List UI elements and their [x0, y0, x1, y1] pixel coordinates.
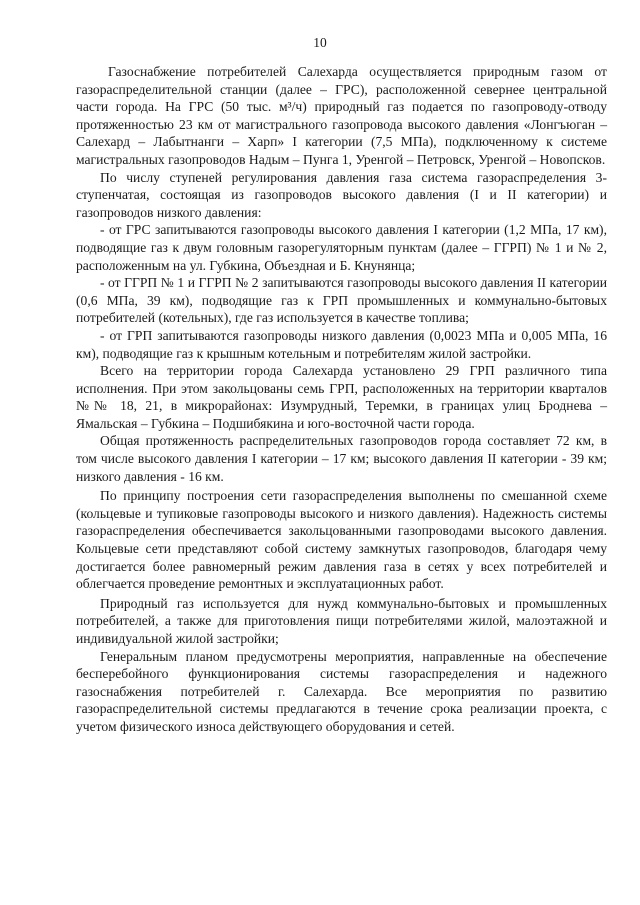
list-item-ggrp: - от ГГРП № 1 и ГГРП № 2 запитываются газопроводы высокого давления II категории (0,6 МПа, 39 км), подводящие газ к ГРП промышленных и коммунально-бытовых потребителей (котельных), где газ используется в качестве топлива; [76, 275, 607, 326]
paragraph-gas-usage: Природный газ используется для нужд коммунально-бытовых и промышленных потребителей, а также для приготовления пищи потребителями жилой, малоэтажной и индивидуальной жилой застройки; [76, 595, 607, 646]
paragraph-grp-count: Всего на территории города Салехарда установлено 29 ГРП различного типа исполнения. При этом закольцованы семь ГРП, расположенных на территории кварталов №№ 18, 21, в микрорайонах: Изумрудный, Теремки, в границах улиц Броднева – Ямальская – Губкина – Подшибякина и юго-восточной части города. [76, 363, 607, 431]
paragraph-general-plan: Генеральным планом предусмотрены мероприятия, направленные на обеспечение бесперебойного функционирования системы газораспределения и надежного газоснабжения потребителей г. Салехарда. Все мероприятия по развитию газораспределительной системы предлагаются в течение срока реализации проекта, с учетом физического износа действующего оборудования и сетей. [76, 648, 607, 734]
page-number: 10 [313, 35, 327, 50]
paragraph-network-scheme: По принципу построения сети газораспределения выполнены по смешанной схеме (кольцевые и тупиковые газопроводы высокого и низкого давления). Надежность системы газораспределения обеспечивается закольцованными газопроводами высокого давления. Кольцевые сети представляют собой систему замкнутых газопроводов, благодаря чему достигается более равномерный режим давления газа в сетях у всех потребителей и облегчается проведение ремонтных и эксплуатационных работ. [76, 488, 607, 592]
list-item-grs: - от ГРС запитываются газопроводы высокого давления I категории (1,2 МПа, 17 км), подводящие газ к двум головным газорегуляторным пунктам (далее – ГГРП) № 1 и № 2, расположенным на ул. Губкина, Объездная и Б. Кнунянца; [76, 222, 607, 273]
paragraph-total-length: Общая протяженность распределительных газопроводов города составляет 72 км, в том числе высокого давления I категории – 17 км; высокого давления II категории - 39 км; низкого давления - 16 км. [76, 433, 607, 484]
list-item-grp: - от ГРП запитываются газопроводы низкого давления (0,0023 МПа и 0,005 МПа, 16 км), подводящие газ к крышным котельным и потребителям жилой застройки. [76, 327, 607, 361]
paragraph-pressure-stages: По числу ступеней регулирования давления газа система газораспределения 3-ступенчатая, состоящая из газопроводов высокого давления (I и II категории) и газопроводов низкого давления: [76, 169, 607, 220]
document-body [76, 63, 607, 736]
paragraph-gas-supply-source: Газоснабжение потребителей Салехарда осуществляется природным газом от газораспределительной станции (далее – ГРС), расположенной севернее центральной части города. На ГРС (50 тыс. м³/ч) природный газ подается по газопроводу-отводу протяженностью 23 км от магистрального газопровода высокого давления «Лонгъюган – Салехард – Лабытнанги – Харп» I категории (7,5 МПа), подключенному к системе магистральных газопроводов Надым – Пунга 1, Уренгой – Петровск, Уренгой – Новопсков. [76, 64, 607, 167]
